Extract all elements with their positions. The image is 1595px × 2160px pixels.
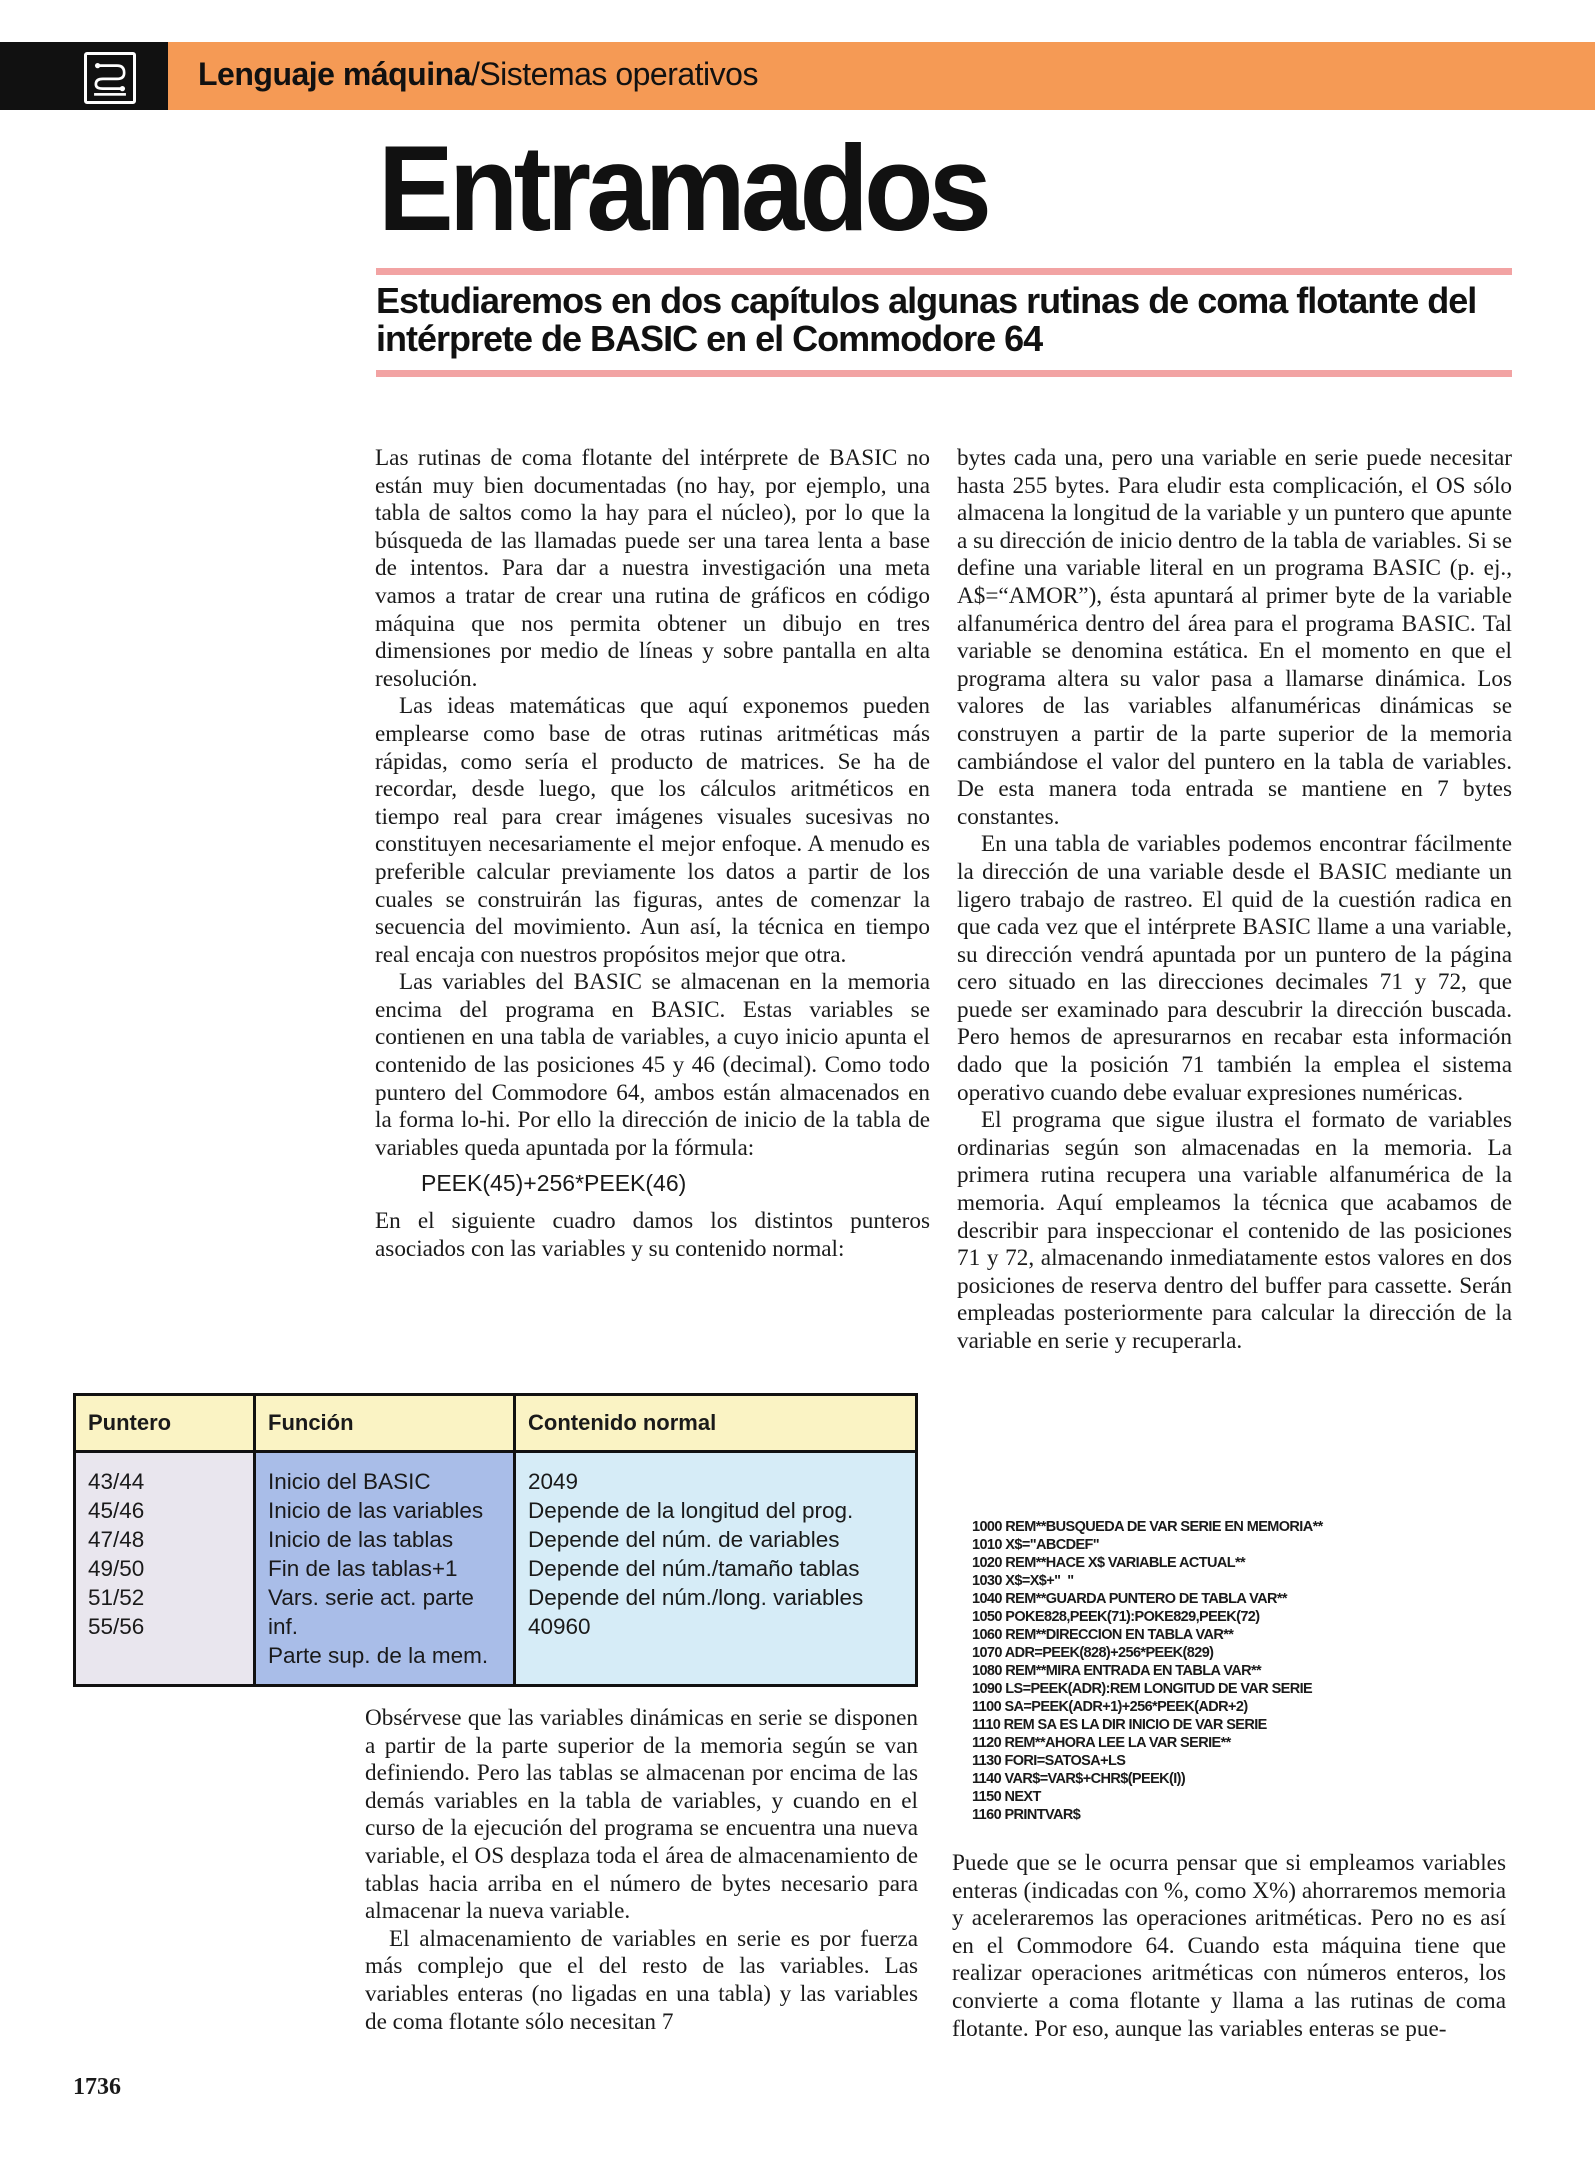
paragraph: El programa que sigue ilustra el formato de variables ordinarias según son almacenadas en la memoria. La primera rutina recupera una variable alfanumérica de la memoria. Aquí empleamos la técnica que acabamos de describir para inspeccionar el contenido de las posiciones 71 y 72, almacenando inmediatamente estos valores en dos posiciones de reserva dentro del buffer para cassette. Serán empleadas posteriormente para calcular la dirección de la variable en serie y recuperarla. (957, 1107, 1512, 1354)
content-cells: 2049 Depende de la longitud del prog. Depende del núm. de variables Depende del núm./tamaño tablas Depende del núm./long. variables 40960 (515, 1452, 917, 1686)
lower-right-column (952, 1850, 1506, 2043)
bottom-rule (376, 370, 1512, 377)
page-number: 1736 (73, 2074, 121, 2100)
function-cells: Inicio del BASIC Inicio de las variables Inicio de las tablas Fin de las tablas+1 Vars. serie act. parte inf. Parte sup. de la mem. (255, 1452, 515, 1686)
basic-code-listing: 1000 REM**BUSQUEDA DE VAR SERIE EN MEMORIA** 1010 X$="ABCDEF" 1020 REM**HACE X$ VARIABLE ACTUAL** 1030 X$=X$+" " 1040 REM**GUARDA PUNTERO DE TABLA VAR** 1050 POKE828,PEEK(71):POKE829,PEEK(72) 1060 REM**DIRECCION EN TABLA VAR** 1070 ADR=PEEK(828)+256*PEEK(829) 1080 REM**MIRA ENTRADA EN TABLA VAR** 1090 LS=PEEK(ADR):REM LONGITUD DE VAR SERIE 1100 SA=PEEK(ADR+1)+256*PEEK(ADR+2) 1110 REM SA ES LA DIR INICIO DE VAR SERIE 1120 REM**AHORA LEE LA VAR SERIE** 1130 FORI=SATOSA+LS 1140 VAR$=VAR$+CHR$(PEEK(I)) 1150 NEXT 1160 PRINTVAR$ (972, 1519, 1323, 1823)
article-title: Entramados (378, 120, 988, 256)
lower-left-column (365, 1705, 918, 2036)
right-column (957, 445, 1512, 1356)
paragraph: Obsérvese que las variables dinámicas en serie se disponen a partir de la parte superior de la memoria según se van definiendo. Pero las tablas se almacenan por encima de las demás variables en la tabla de variables, y cuando en el curso de la ejecución del programa se encuentra una nueva variable, el OS desplaza toda el área de almacenamiento de tablas hacia arriba en el número de bytes necesario para almacenar la nueva variable. (365, 1705, 918, 1925)
paragraph: Las rutinas de coma flotante del intérprete de BASIC no están muy bien documentadas (no hay, por ejemplo, una tabla de saltos como la hay para el núcleo), por lo que la búsqueda de las llamadas puede ser una tarea lenta a base de intentos. Para dar a nuestra investigación una meta vamos a tratar de crear una rutina de gráficos en código máquina que nos permita obtener un dibujo en tres dimensiones por medio de líneas y sobre pantalla en alta resolución. (375, 445, 930, 692)
paragraph: bytes cada una, pero una variable en serie puede necesitar hasta 255 bytes. Para eludir esta complicación, el OS sólo almacena la longitud de la variable y un puntero que apunte a su dirección de inicio dentro de la tabla de variables. Si se define una variable literal en un programa BASIC (p. ej., A$=“AMOR”), ésta apuntará al primer byte de la variable alfanumérica dentro del área para el programa BASIC. Tal variable se denomina estática. En el momento en que el programa altera su valor pasa a llamarse dinámica. Los valores de las variables alfanuméricas dinámicas se construyen a partir de la parte superior de la memoria cambiándose el valor del puntero en la tabla de variables. De esta manera toda entrada se mantiene en 7 bytes constantes. (957, 445, 1512, 830)
pointer-table (73, 1393, 918, 1687)
left-column (375, 445, 930, 1263)
section-title: Lenguaje máquina/Sistemas operativos (198, 56, 758, 92)
paragraph: Las variables del BASIC se almacenan en la memoria encima del programa en BASIC. Estas variables se contienen en una tabla de variables, a cuyo inicio apunta el contenido de las posiciones 45 y 46 (decimal). Como todo puntero del Commodore 64, ambos están almacenados en la forma lo-hi. Por ello la dirección de inicio de la tabla de variables queda apuntada por la fórmula: (375, 969, 930, 1161)
paragraph: Puede que se le ocurra pensar que si empleamos variables enteras (indicadas con %, como X%) ahorraremos memoria y aceleraremos las operaciones aritméticas. Pero no es así en el Commodore 64. Cuando esta máquina tiene que realizar operaciones aritméticas con números enteros, los convierte a coma flotante y llama a las rutinas de coma flotante. Por eso, aunque las variables enteras se pue- (952, 1850, 1506, 2042)
top-rule (376, 268, 1512, 275)
paragraph: En el siguiente cuadro damos los distintos punteros asociados con las variables y su contenido normal: (375, 1208, 930, 1262)
pointer-cells: 43/44 45/46 47/48 49/50 51/52 55/56 (75, 1452, 255, 1686)
table-header: Función (255, 1395, 515, 1452)
table-header: Puntero (75, 1395, 255, 1452)
paragraph: El almacenamiento de variables en serie es por fuerza más complejo que el del resto de las variables. Las variables enteras (no ligadas en una tabla) y las variables de coma flotante sólo necesitan 7 (365, 1925, 918, 2035)
circuit-icon (84, 52, 136, 104)
table-header-row (75, 1395, 917, 1452)
table-header: Contenido normal (515, 1395, 917, 1452)
paragraph: Las ideas matemáticas que aquí exponemos pueden emplearse como base de otras rutinas aritméticas más rápidas, como sería el producto de matrices. Se ha de recordar, desde luego, que los cálculos aritméticos en tiempo real para crear imágenes visuales sucesivas no constituyen necesariamente el mejor enfoque. A menudo es preferible calcular previamente los datos a partir de los cuales se construirán las figuras, antes de comenzar la secuencia del movimiento. Aun así, la técnica en tiempo real encaja con nuestros propósitos mejor que otra. (375, 693, 930, 968)
table-row (75, 1452, 917, 1686)
formula: PEEK(45)+256*PEEK(46) (421, 1170, 687, 1197)
paragraph: En una tabla de variables podemos encontrar fácilmente la dirección de una variable desde el BASIC mediante un ligero trabajo de rastreo. El quid de la cuestión radica en que cada vez que el intérprete BASIC llame a una variable, su dirección vendrá apuntada por un puntero de la página cero situado en las direcciones decimales 71 y 72, que puede ser examinado para descubrir la dirección buscada. Pero hemos de apresurarnos en recabar esta información dado que la posición 71 también la emplea el sistema operativo cuando debe evaluar expresiones numéricas. (957, 831, 1512, 1106)
article-subtitle: Estudiaremos en dos capítulos algunas rutinas de coma flotante del intérprete de BASIC en el Commodore 64 (376, 280, 1477, 359)
